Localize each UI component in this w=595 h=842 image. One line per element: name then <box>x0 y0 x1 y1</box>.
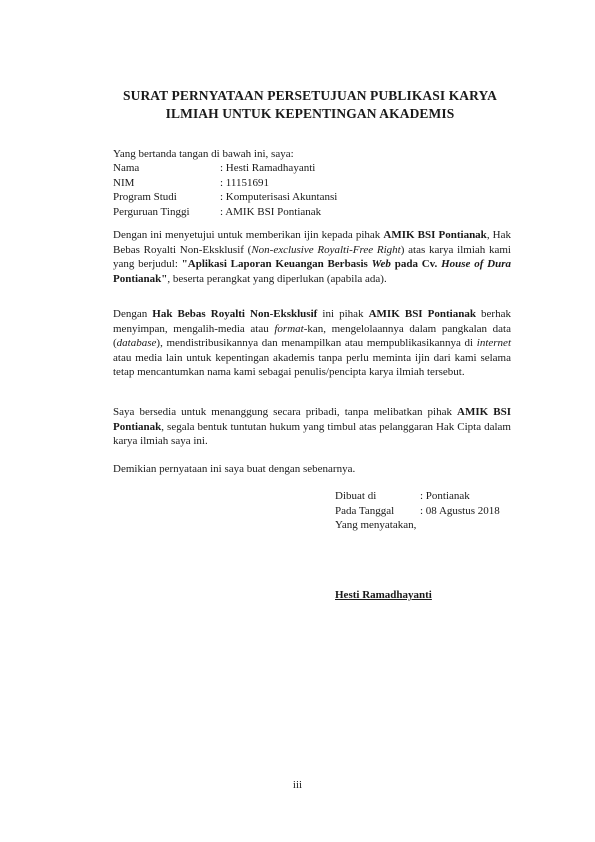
p1-bold: AMIK BSI Pontianak <box>383 229 487 241</box>
document-title <box>90 87 530 123</box>
paragraph-rights <box>113 307 511 380</box>
identity-label: NIM <box>113 176 135 189</box>
page-number: iii <box>292 779 303 791</box>
p1-bold: pada Cv. <box>390 258 442 270</box>
p2-text: ), mendistribusikannya dan menampilkan atau mempublikasikannya di <box>156 337 477 349</box>
identity-row-name <box>113 161 337 176</box>
identity-value: : Hesti Ramadhayanti <box>220 162 316 174</box>
title-line-1: SURAT PERNYATAAN PERSETUJUAN PUBLIKASI KARYA <box>123 88 497 103</box>
p2-text: berhak menyimpan, mengalih-media atau <box>113 308 511 335</box>
p3-text: , segala bentuk tuntutan hukum yang timbul atas pelanggaran Hak Cipta dalam karya ilmiah saya ini. <box>113 420 511 447</box>
sign-date-value: : 08 Agustus 2018 <box>420 504 500 517</box>
sign-place-label: Dibuat di <box>335 490 377 502</box>
p2-italic: format <box>274 322 304 335</box>
p2-text: -kan, mengelolaannya dalam pangkalan data ( <box>113 322 511 349</box>
p2-text: atau media lain untuk kepentingan akademis tanpa perlu meminta ijin dari kami selama tetap mencantumkan nama kami sebagai penulis/pencipta karya ilmiah tersebut. <box>113 351 511 378</box>
p2-italic: database <box>116 337 157 349</box>
identity-label: Perguruan Tinggi <box>113 206 190 219</box>
p1-bold-italic: Web <box>371 258 391 270</box>
p3-text: Saya bersedia untuk menanggung secara pribadi, tanpa melibatkan pihak <box>113 406 458 418</box>
p1-text: , Hak Bebas Royalti Non-Eksklusif ( <box>113 229 511 256</box>
identity-table <box>113 161 337 220</box>
p1-text: ) atas karya ilmiah kami yang berjudul: <box>113 243 511 270</box>
p1-italic: Non-exclusive Royalti-Free Right <box>251 243 401 256</box>
intro-text: Yang bertanda tangan di bawah ini, saya: <box>113 148 294 160</box>
paragraph-closing: Demikian pernyataan ini saya buat dengan sebenarnya. <box>113 463 356 475</box>
p1-text: , beserta perangkat yang diperlukan (apabila ada). <box>167 272 387 285</box>
p1-text: Dengan ini menyetujui untuk memberikan ijin kepada pihak <box>113 229 384 241</box>
identity-value: : 11151691 <box>220 176 269 189</box>
p2-text: Dengan <box>113 308 153 320</box>
identity-label: Program Studi <box>113 191 177 204</box>
signature-block <box>335 489 500 533</box>
sign-place-value: : Pontianak <box>420 490 470 502</box>
title-line-2: ILMIAH UNTUK KEPENTINGAN AKADEMIS <box>165 106 455 121</box>
identity-value: : Komputerisasi Akuntansi <box>220 191 338 204</box>
identity-row-program <box>113 190 337 205</box>
paragraph-consent <box>113 228 511 286</box>
p1-bold: Pontianak" <box>113 272 168 285</box>
p2-bold: AMIK BSI Pontianak <box>368 308 476 320</box>
paragraph-liability <box>113 405 511 449</box>
signer-name: Hesti Ramadhayanti <box>335 589 432 601</box>
identity-row-nim <box>113 176 337 191</box>
identity-label: Nama <box>113 162 140 174</box>
sign-statement: Yang menyatakan, <box>335 519 417 531</box>
p2-text: ini pihak <box>317 308 369 320</box>
p2-italic: internet <box>476 337 511 349</box>
identity-value: : AMIK BSI Pontianak <box>220 206 322 219</box>
p1-bold: "Aplikasi Laporan Keuangan Berbasis <box>181 258 372 270</box>
sign-date-label: Pada Tanggal <box>335 504 395 517</box>
sign-place-row <box>335 489 500 504</box>
p3-bold: AMIK BSI Pontianak <box>113 406 511 433</box>
p1-bold-italic: House of Dura <box>441 258 511 270</box>
p2-bold: Hak Bebas Royalti Non-Eksklusif <box>152 308 318 320</box>
sign-date-row <box>335 504 500 519</box>
identity-row-university <box>113 205 337 220</box>
